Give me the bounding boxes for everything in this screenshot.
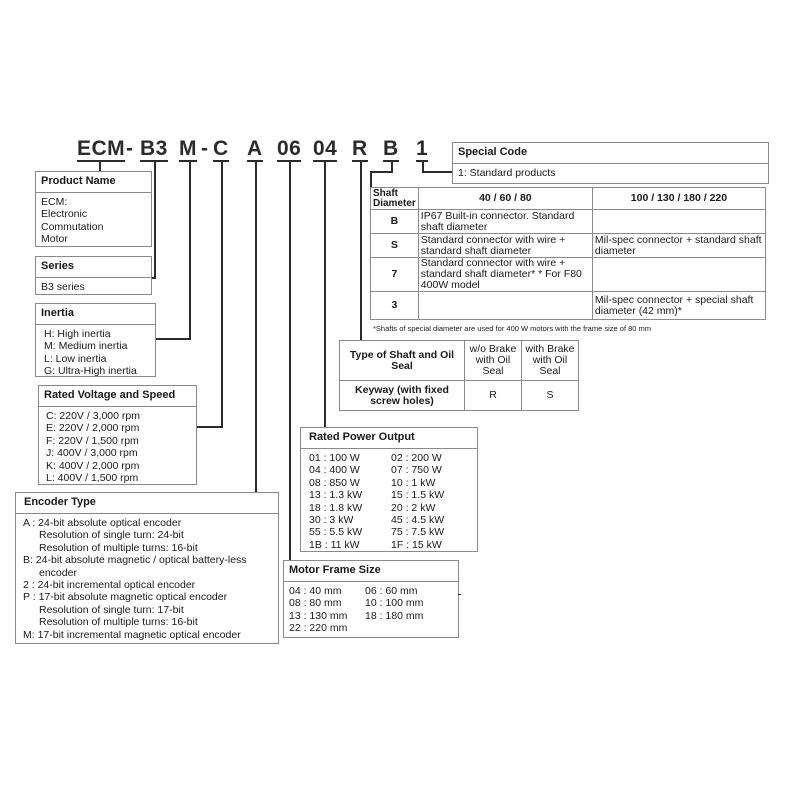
rated-power-title: Rated Power Output: [301, 428, 477, 449]
code-ecm: ECM: [77, 137, 126, 160]
inertia-line: L: Low inertia: [44, 352, 107, 365]
code-frame: 06: [277, 137, 302, 160]
encoder-line: Resolution of multiple turns: 16-bit: [39, 616, 198, 629]
voltage-speed-line: F: 220V / 1,500 rpm: [46, 434, 139, 447]
shaft-cell: [592, 258, 765, 292]
shaft-diameter-col-large: 100 / 130 / 180 / 220: [592, 188, 765, 210]
encoder-type-box: [15, 492, 279, 644]
inertia-line: M: Medium inertia: [44, 340, 128, 353]
rated-power-box: [300, 427, 478, 552]
inertia-line: G: Ultra-High inertia: [44, 365, 137, 378]
encoder-line: P : 17-bit absolute magnetic optical encoder: [23, 591, 228, 604]
voltage-speed-line: C: 220V / 3,000 rpm: [46, 410, 140, 422]
encoder-line: 2 : 24-bit incremental optical encoder: [23, 579, 196, 592]
encoder-type-title: Encoder Type: [16, 493, 278, 514]
power-item: 1B : 11 kW: [309, 538, 360, 551]
special-code-value: 1: Standard products: [458, 167, 556, 179]
voltage-speed-title: Rated Voltage and Speed: [39, 386, 196, 407]
shaft-code: B: [371, 210, 419, 234]
code-seal: R: [352, 137, 368, 160]
code-inertia: M: [179, 137, 197, 160]
shaft-diameter-table: [370, 187, 766, 320]
code-voltage: C: [213, 137, 229, 160]
voltage-speed-line: L: 400V / 1,500 rpm: [46, 472, 139, 485]
shaft-seal-header: Type of Shaft and Oil Seal: [340, 341, 465, 381]
encoder-line: M: 17-bit incremental magnetic optical encoder: [23, 628, 241, 641]
frame-item: 06 : 60 mm: [365, 585, 418, 597]
shaft-seal-keyway: Keyway (with fixed screw holes): [340, 381, 465, 411]
shaft-diameter-note: *Shafts of special diameter are used for 400 W motors with the frame size of 80 mm: [373, 324, 652, 333]
shaft-seal-col-brake: with Brake with Oil Seal: [522, 341, 579, 381]
series-title: Series: [36, 257, 151, 278]
power-item: 55 : 5.5 kW: [309, 526, 363, 539]
shaft-diameter-col-small: 40 / 60 / 80: [418, 188, 592, 210]
shaft-cell: Mil-spec connector + standard shaft diameter: [592, 234, 765, 258]
power-item: 10 : 1 kW: [391, 476, 436, 489]
code-series: B3: [140, 137, 168, 160]
frame-item: 10 : 100 mm: [365, 597, 424, 610]
encoder-line: B: 24-bit absolute magnetic / optical battery-less: [23, 554, 247, 567]
shaft-seal-code-s: S: [522, 381, 579, 411]
power-item: 13 : 1.3 kW: [309, 489, 363, 502]
frame-size-box: [283, 560, 459, 638]
special-code-title: Special Code: [453, 143, 768, 164]
product-name-line: ECM:: [41, 196, 68, 208]
code-dash-2: -: [201, 137, 209, 160]
encoder-line: A : 24-bit absolute optical encoder: [23, 517, 182, 529]
power-item: 75 : 7.5 kW: [391, 526, 445, 539]
inertia-line: H: High inertia: [44, 328, 111, 340]
frame-size-title: Motor Frame Size: [284, 561, 458, 582]
frame-size-tick: [458, 594, 461, 595]
shaft-seal-col-no-brake: w/o Brake with Oil Seal: [465, 341, 522, 381]
code-dash-1: -: [126, 137, 134, 160]
shaft-code: S: [371, 234, 419, 258]
encoder-line: Resolution of multiple turns: 16-bit: [39, 541, 198, 554]
shaft-cell: Standard connector with wire + standard shaft diameter* * For F80 400W model: [418, 258, 592, 292]
power-item: 20 : 2 kW: [391, 501, 436, 514]
connector-inertia: [155, 160, 190, 339]
product-name-title: Product Name: [36, 172, 151, 193]
power-item: 01 : 100 W: [309, 452, 360, 464]
power-item: 30 : 3 kW: [309, 514, 354, 527]
inertia-box: [35, 303, 156, 377]
voltage-speed-line: E: 220V / 2,000 rpm: [46, 422, 140, 435]
series-value: B3 series: [41, 281, 85, 293]
shaft-cell: IP67 Built-in connector. Standard shaft diameter: [418, 210, 592, 234]
shaft-seal-table: [339, 340, 579, 411]
code-diameter: B: [383, 137, 399, 160]
code-power: 04: [313, 137, 338, 160]
shaft-code: 7: [371, 258, 419, 292]
shaft-cell: Standard connector with wire + standard shaft diameter: [418, 234, 592, 258]
shaft-seal-code-r: R: [465, 381, 522, 411]
shaft-cell: Mil-spec connector + special shaft diameter (42 mm)*: [592, 292, 765, 320]
product-name-line: Commutation: [41, 220, 104, 233]
encoder-line: Resolution of single turn: 17-bit: [39, 603, 184, 616]
frame-item: 18 : 180 mm: [365, 609, 424, 622]
frame-item: 22 : 220 mm: [289, 622, 348, 635]
power-item: 04 : 400 W: [309, 464, 360, 477]
frame-item: 04 : 40 mm: [289, 585, 342, 597]
encoder-line: encoder: [39, 566, 77, 579]
product-name-line: Electronic: [41, 208, 88, 221]
voltage-speed-line: K: 400V / 2,000 rpm: [46, 459, 140, 472]
power-item: 07 : 750 W: [391, 464, 442, 477]
power-item: 02 : 200 W: [391, 452, 442, 464]
shaft-code: 3: [371, 292, 419, 320]
code-special: 1: [416, 137, 429, 160]
power-item: 45 : 4.5 kW: [391, 514, 445, 527]
connector-voltage: [196, 160, 222, 427]
product-name-line: Motor: [41, 233, 68, 246]
power-item: 15 : 1.5 kW: [391, 489, 445, 502]
power-item: 08 : 850 W: [309, 476, 360, 489]
shaft-cell: [418, 292, 592, 320]
inertia-title: Inertia: [36, 304, 155, 325]
shaft-diameter-header: Shaft Diameter: [371, 188, 419, 210]
voltage-speed-box: [38, 385, 197, 485]
connector-diameter: [371, 160, 392, 187]
power-item: 18 : 1.8 kW: [309, 501, 363, 514]
shaft-cell: [592, 210, 765, 234]
frame-item: 13 : 130 mm: [289, 609, 348, 622]
series-box: [35, 256, 152, 295]
code-encoder: A: [247, 137, 263, 160]
product-name-box: [35, 171, 152, 247]
power-item: 1F : 15 kW: [391, 538, 442, 551]
special-code-box: [452, 142, 769, 184]
encoder-line: Resolution of single turn: 24-bit: [39, 529, 184, 542]
frame-item: 08 : 80 mm: [289, 597, 342, 610]
voltage-speed-line: J: 400V / 3,000 rpm: [46, 447, 138, 460]
